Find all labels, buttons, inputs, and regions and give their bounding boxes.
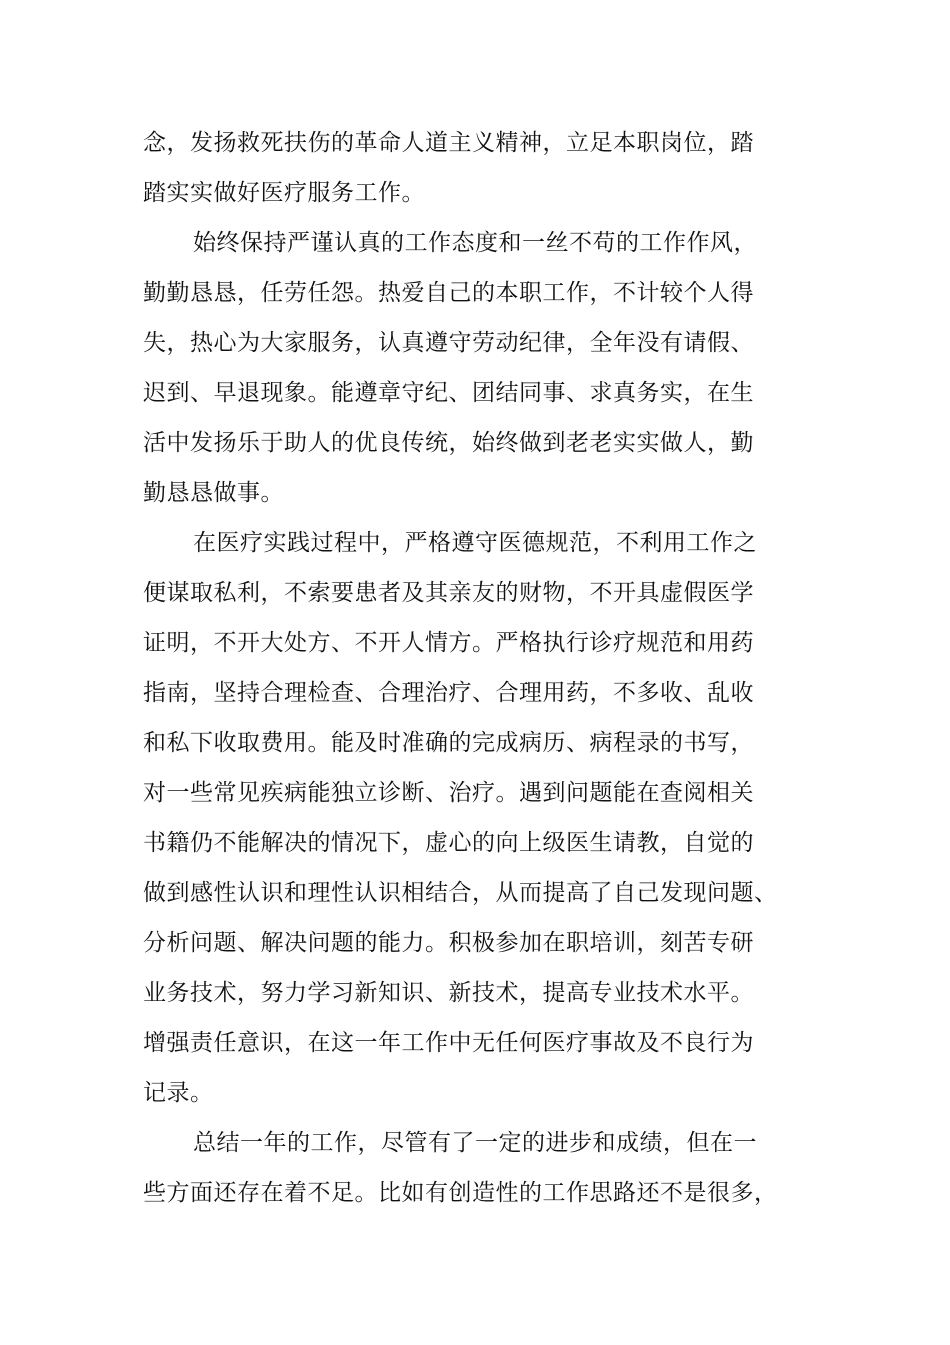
text-line: 业务技术，努力学习新知识、新技术，提高专业技术水平。 [143,980,754,1006]
paragraph-3 [143,518,778,1118]
document-body [143,118,778,1218]
text-line: 书籍仍不能解决的情况下，虚心的向上级医生请教，自觉的 [143,830,754,856]
text-line: 始终保持严谨认真的工作态度和一丝不苟的工作作风， [193,230,757,256]
text-line: 踏实实做好医疗服务工作。 [143,180,425,206]
text-line: 记录。 [143,1080,214,1106]
text-line: 失，热心为大家服务，认真遵守劳动纪律，全年没有请假、 [143,330,754,356]
text-line: 对一些常见疾病能独立诊断、治疗。遇到问题能在查阅相关 [143,780,754,806]
text-line: 在医疗实践过程中，严格遵守医德规范，不利用工作之 [193,530,757,556]
text-line: 做到感性认识和理性认识相结合，从而提高了自己发现问题、 [143,880,778,906]
text-line: 念，发扬救死扶伤的革命人道主义精神，立足本职岗位，踏 [143,130,754,156]
text-line: 便谋取私利，不索要患者及其亲友的财物，不开具虚假医学 [143,580,754,606]
paragraph-1 [143,118,753,218]
text-line: 活中发扬乐于助人的优良传统，始终做到老老实实做人，勤 [143,430,754,456]
text-line: 和私下收取费用。能及时准确的完成病历、病程录的书写， [143,730,754,756]
paragraph-2 [143,218,757,518]
text-line: 迟到、早退现象。能遵章守纪、团结同事、求真务实，在生 [143,380,754,406]
text-line: 勤恳恳做事。 [143,480,284,506]
text-line: 增强责任意识，在这一年工作中无任何医疗事故及不良行为 [143,1030,754,1056]
text-line: 勤勤恳恳，任劳任怨。热爱自己的本职工作，不计较个人得 [143,280,754,306]
paragraph-4 [143,1118,778,1218]
text-line: 些方面还存在着不足。比如有创造性的工作思路还不是很多， [143,1180,778,1206]
text-line: 总结一年的工作，尽管有了一定的进步和成绩，但在一 [193,1130,757,1156]
text-line: 分析问题、解决问题的能力。积极参加在职培训，刻苦专研 [143,930,754,956]
text-line: 证明，不开大处方、不开人情方。严格执行诊疗规范和用药 [143,630,754,656]
text-line: 指南，坚持合理检查、合理治疗、合理用药，不多收、乱收 [143,680,754,706]
